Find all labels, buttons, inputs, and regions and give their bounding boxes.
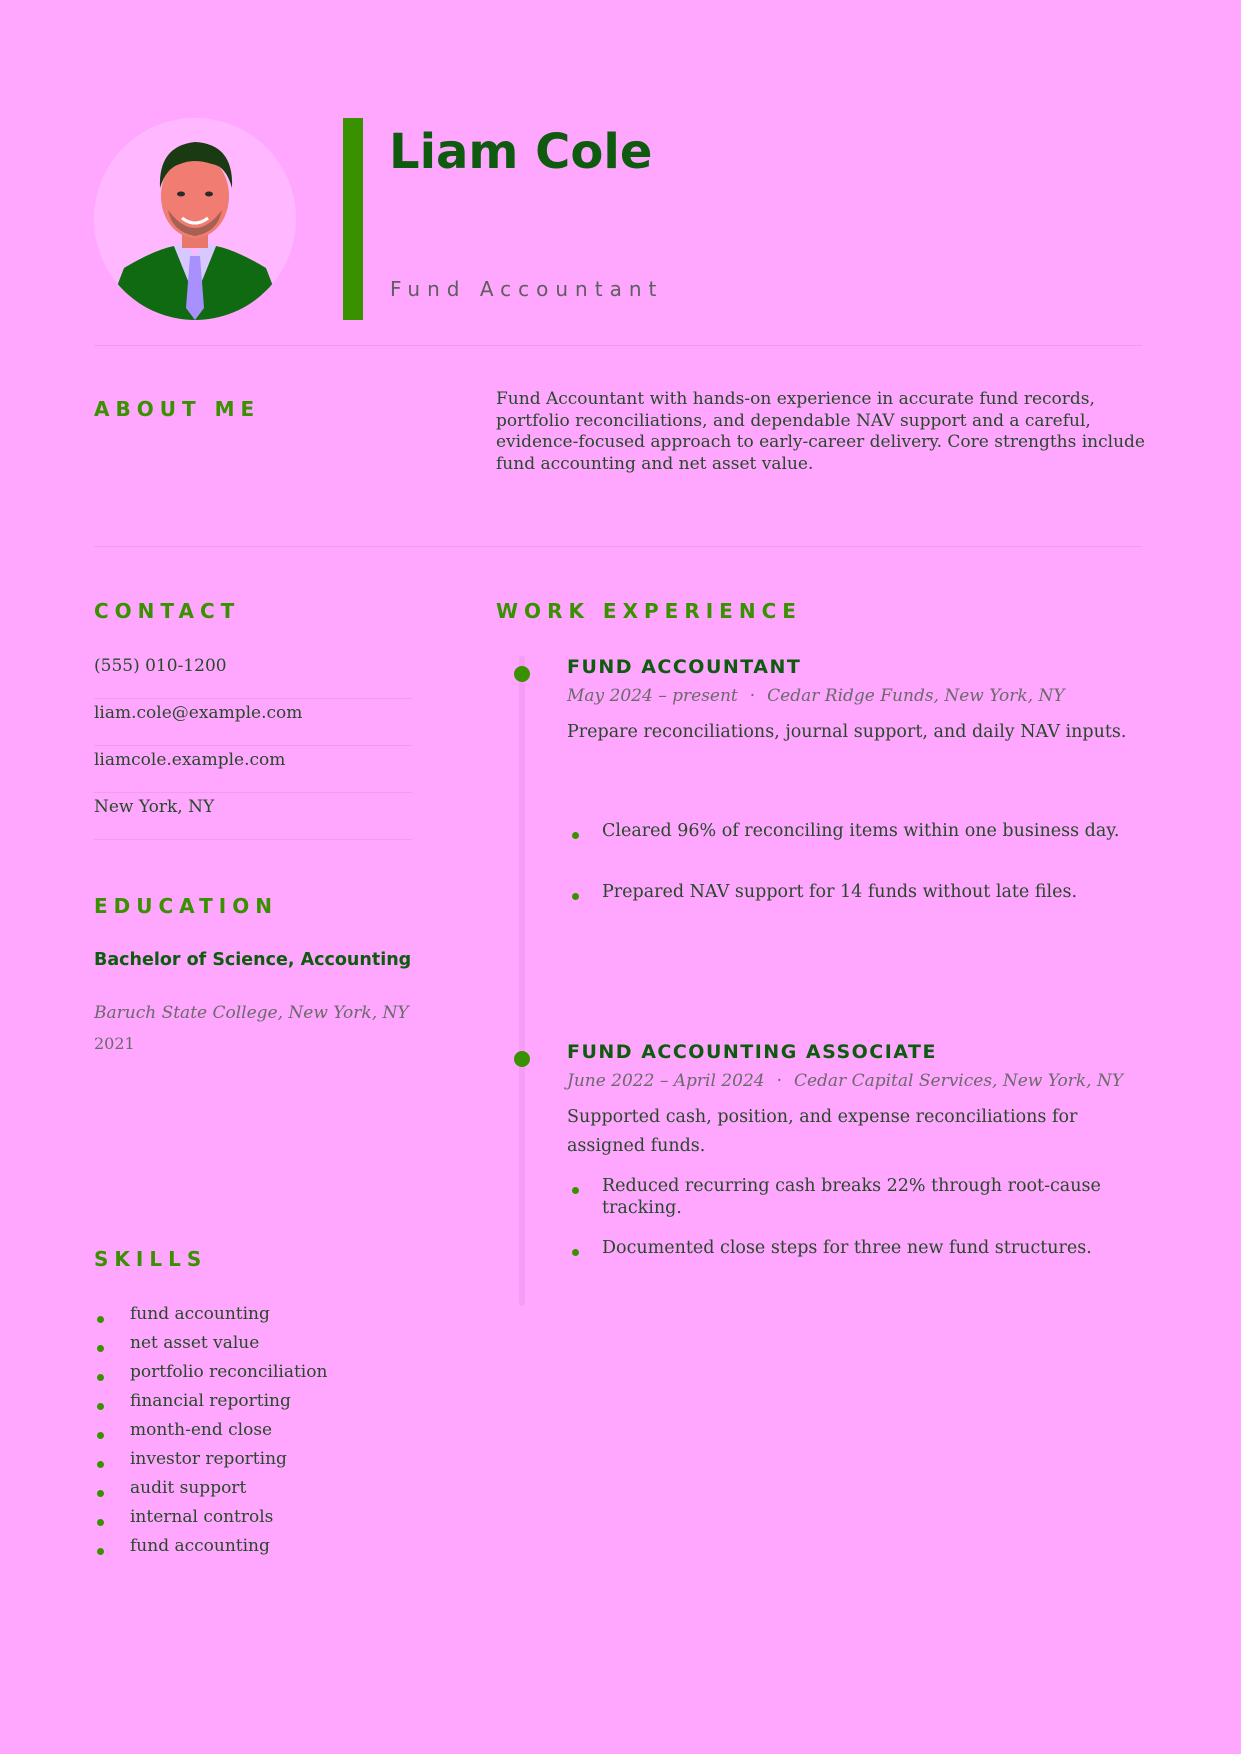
meta-separator: · <box>776 1071 782 1091</box>
timeline-dot <box>514 666 530 682</box>
contact-email: liam.cole@example.com <box>94 699 412 746</box>
skill-item: financial reporting <box>94 1390 327 1419</box>
skill-item: internal controls <box>94 1506 327 1535</box>
job-title: FUND ACCOUNTING ASSOCIATE <box>567 1041 937 1063</box>
meta-separator: · <box>749 686 756 706</box>
timeline-dot <box>514 1051 530 1067</box>
job-meta <box>567 686 1065 706</box>
job-dates: May 2024 – present <box>567 686 738 706</box>
contact-heading: CONTACT <box>94 599 241 623</box>
about-text: Fund Accountant with hands-on experience in accurate fund records, portfolio reconciliations, and dependable NAV support and a careful, evidence-focused approach to early-career delivery. Core strengths include fund accounting and net asset value. <box>496 389 1145 474</box>
job-bullet: Cleared 96% of reconciling items within one business day. <box>567 820 1162 842</box>
skill-item: audit support <box>94 1477 327 1506</box>
profile-photo <box>94 118 296 320</box>
job-dates: June 2022 – April 2024 <box>567 1071 765 1091</box>
job-bullet: Reduced recurring cash breaks 22% through root-cause tracking. <box>567 1175 1162 1219</box>
education-heading: EDUCATION <box>94 894 278 918</box>
skill-item: portfolio reconciliation <box>94 1361 327 1390</box>
job-company: Cedar Ridge Funds, New York, NY <box>767 686 1065 706</box>
skills-heading: SKILLS <box>94 1247 208 1271</box>
timeline-line <box>519 656 525 1306</box>
job-summary: Prepare reconciliations, journal support, and daily NAV inputs. <box>567 722 1127 742</box>
education-degree: Bachelor of Science, Accounting <box>94 950 412 970</box>
job-summary: Supported cash, position, and expense reconciliations for assigned funds. <box>567 1107 1078 1156</box>
contact-phone: (555) 010-1200 <box>94 652 412 699</box>
skill-item: investor reporting <box>94 1448 327 1477</box>
skill-item: fund accounting <box>94 1535 327 1564</box>
skills-list <box>94 1303 327 1564</box>
name-accent-bar <box>343 118 363 320</box>
about-divider <box>94 546 1142 547</box>
header-divider <box>94 345 1142 346</box>
job-company: Cedar Capital Services, New York, NY <box>793 1071 1124 1091</box>
contact-website: liamcole.example.com <box>94 746 412 793</box>
education-school: Baruch State College, New York, NY <box>94 1003 409 1023</box>
contact-list <box>94 652 412 840</box>
profile-photo-illustration <box>94 118 296 320</box>
job-meta <box>567 1071 1123 1091</box>
skill-item: fund accounting <box>94 1303 327 1332</box>
candidate-title: Fund Accountant <box>390 277 664 301</box>
job-title: FUND ACCOUNTANT <box>567 656 802 678</box>
job-bullet: Documented close steps for three new fund structures. <box>567 1237 1162 1259</box>
skill-item: month-end close <box>94 1419 327 1448</box>
skill-item: net asset value <box>94 1332 327 1361</box>
education-year: 2021 <box>94 1034 135 1053</box>
candidate-name: Liam Cole <box>389 124 653 180</box>
experience-heading: WORK EXPERIENCE <box>496 599 802 623</box>
job-bullet: Prepared NAV support for 14 funds without late files. <box>567 881 1162 903</box>
contact-location: New York, NY <box>94 793 412 840</box>
about-heading: ABOUT ME <box>94 397 261 421</box>
